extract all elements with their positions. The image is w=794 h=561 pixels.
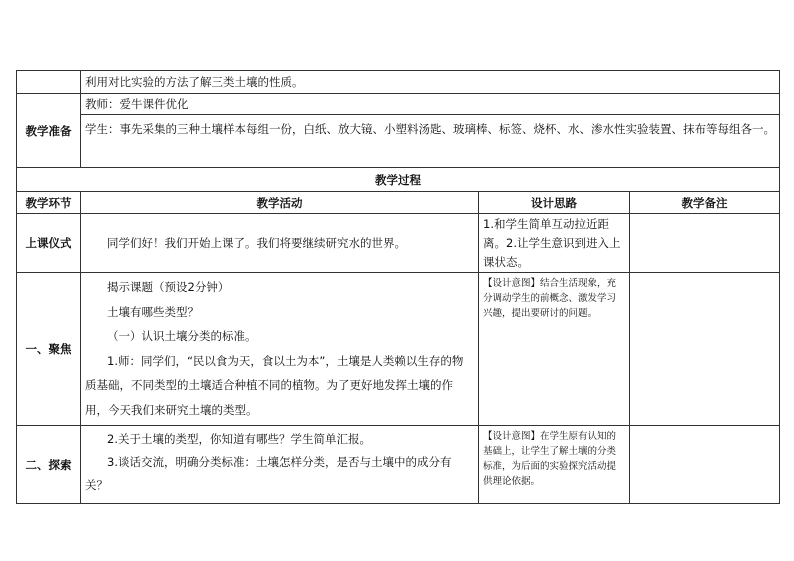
col-header-design: 设计思路 (479, 192, 630, 214)
goal-label-cell (17, 71, 81, 94)
activity-line: 揭示课题（预设2分钟） (107, 280, 230, 294)
design-cell: 1.和学生简单互动拉近距离。2.让学生意识到进入上课状态。 (479, 214, 630, 273)
activity-cell (81, 214, 479, 273)
notes-cell (630, 214, 780, 273)
prep-teacher: 教师：爱牛课件优化 (81, 94, 779, 115)
prep-row (17, 94, 780, 168)
activity-cell (81, 426, 479, 504)
col-header-notes: 教学备注 (630, 192, 780, 214)
prep-content (81, 94, 780, 168)
prep-label: 教学准备 (17, 94, 81, 168)
notes-cell (630, 426, 780, 504)
stage-label: 一、聚焦 (17, 273, 81, 426)
table-row (17, 273, 780, 426)
lesson-plan-table (16, 70, 780, 504)
activity-line: 同学们好！我们开始上课了。我们将要继续研究水的世界。 (107, 236, 406, 250)
design-cell: 【设计意图】结合生活现象，充分调动学生的前概念、激发学习兴趣，提出要研讨的问题。 (479, 273, 630, 426)
process-title: 教学过程 (17, 168, 780, 192)
activity-line: 1.师：同学们，“民以食为天，食以土为本”，土壤是人类赖以生存的物质基础，不同类型的土壤适合种植不同的植物。为了更好地发挥土壤的作用，今天我们来研究土壤的类型。 (85, 353, 464, 417)
col-header-activity: 教学活动 (81, 192, 479, 214)
activity-cell (81, 273, 479, 426)
notes-cell (630, 273, 780, 426)
activity-line: 3.谈话交流，明确分类标准：土壤怎样分类，是否与土壤中的成分有关？ (85, 455, 452, 492)
col-header-stage: 教学环节 (17, 192, 81, 214)
goal-text: 利用对比实验的方法了解三类土壤的性质。 (81, 71, 780, 94)
table-row (17, 214, 780, 273)
goal-row (17, 71, 780, 94)
activity-line: 2.关于土壤的类型，你知道有哪些？学生简单汇报。 (107, 432, 371, 446)
column-header-row (17, 192, 780, 214)
stage-label: 二、探索 (17, 426, 81, 504)
table-row (17, 426, 780, 504)
prep-student: 学生：事先采集的三种土壤样本每组一份，白纸、放大镜、小塑料汤匙、玻璃棒、标签、烧杯、水、渗水性实验装置、抹布等每组各一。 (85, 122, 775, 136)
activity-line: （一）认识土壤分类的标准。 (107, 329, 257, 343)
activity-line: 土壤有哪些类型？ (107, 304, 199, 319)
process-title-row (17, 168, 780, 192)
design-cell: 【设计意图】在学生原有认知的基础上，让学生了解土壤的分类标准，为后面的实验探究活动提供理论依据。 (479, 426, 630, 504)
stage-label: 上课仪式 (17, 214, 81, 273)
